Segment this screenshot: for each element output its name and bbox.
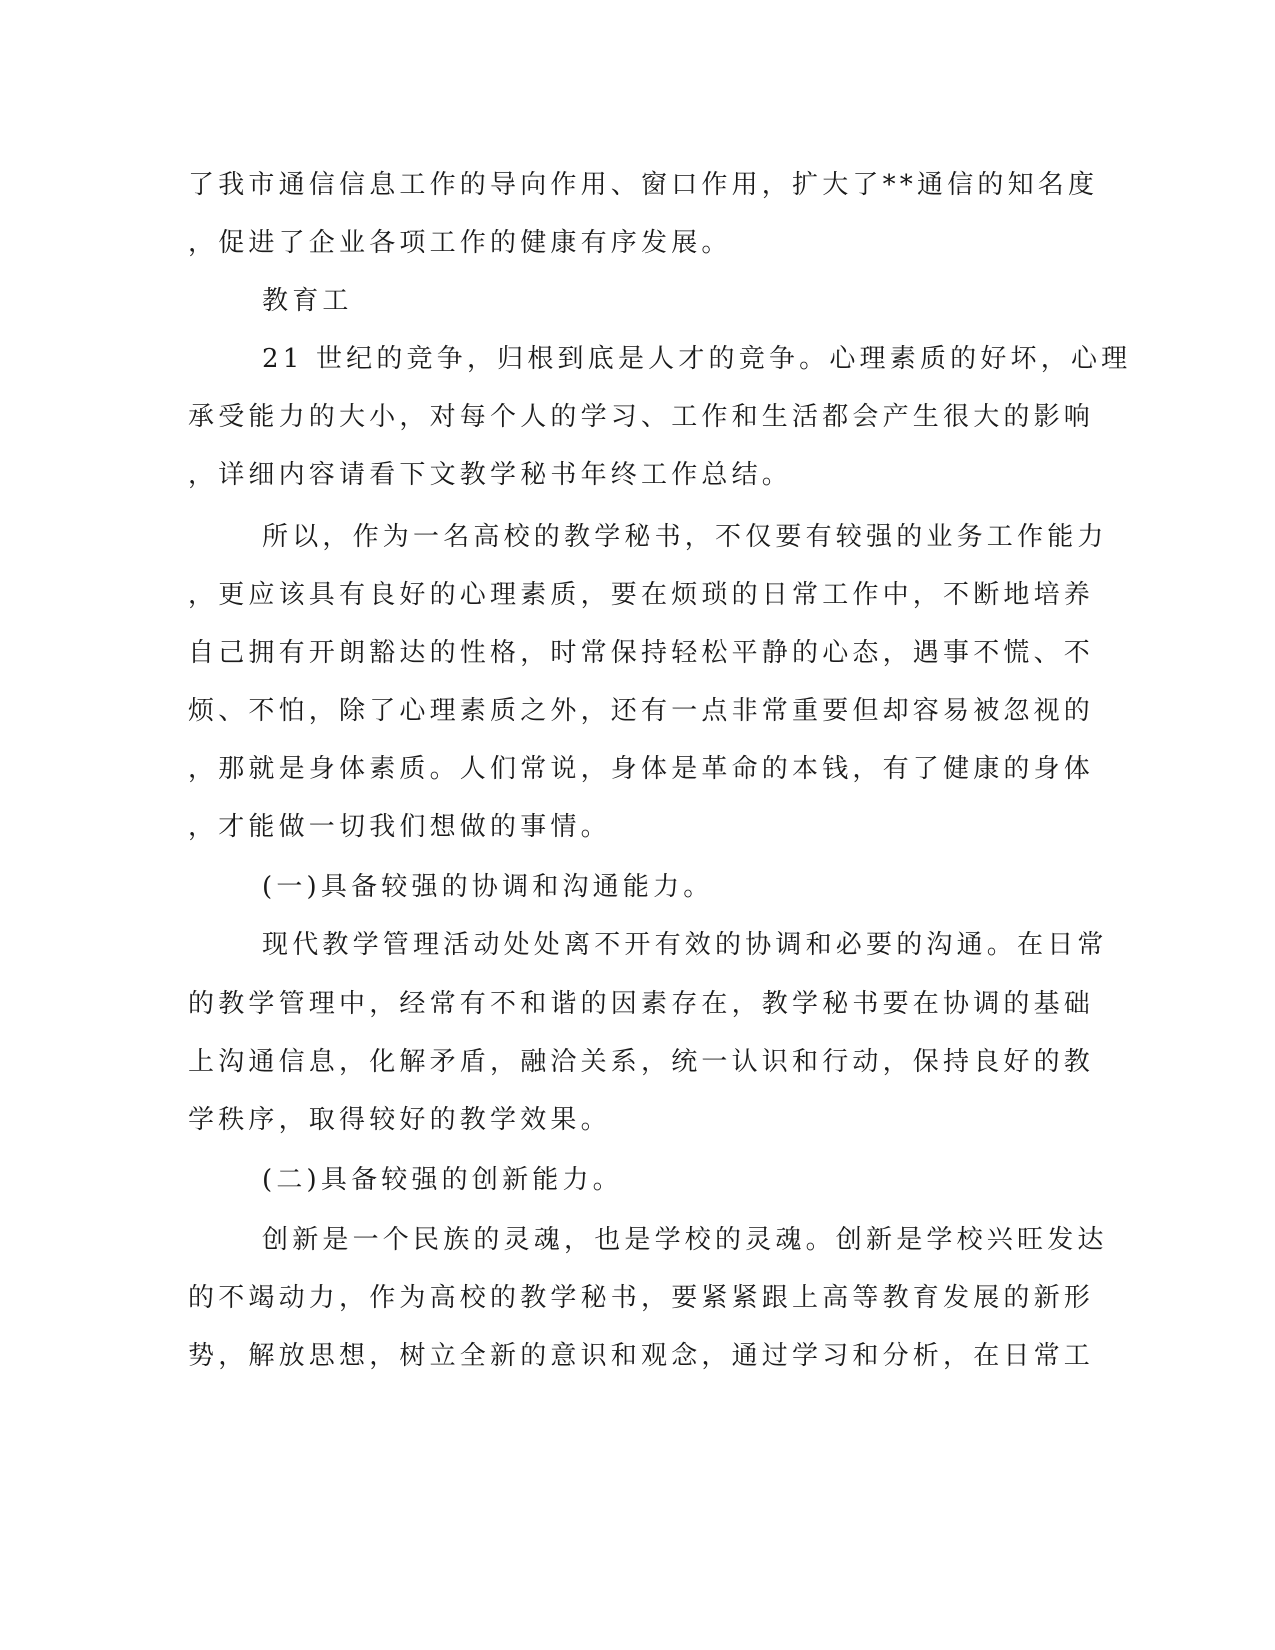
text-line: ，详细内容请看下文教学秘书年终工作总结。 [188,460,793,490]
text-line: 承受能力的大小，对每个人的学习、工作和生活都会产生很大的影响 [188,402,1095,432]
text-line: ，才能做一切我们想做的事情。 [188,812,611,842]
paragraph-start: 创新是一个民族的灵魂，也是学校的灵魂。创新是学校兴旺发达 [262,1225,1108,1255]
paragraph-start: 现代教学管理活动处处离不开有效的协调和必要的沟通。在日常 [262,930,1108,960]
paragraph-start: 所以，作为一名高校的教学秘书，不仅要有较强的业务工作能力 [262,522,1108,552]
text-line: 了我市通信信息工作的导向作用、窗口作用，扩大了**通信的知名度 [188,170,1099,200]
text-line: 学秩序，取得较好的教学效果。 [188,1105,611,1135]
text-line: ，更应该具有良好的心理素质，要在烦琐的日常工作中，不断地培养 [188,580,1095,610]
paragraph-start: 21 世纪的竞争，归根到底是人才的竞争。心理素质的好坏，心理 [262,344,1132,374]
text-line: 的不竭动力，作为高校的教学秘书，要紧紧跟上高等教育发展的新形 [188,1283,1095,1313]
subheading-two: (二)具备较强的创新能力。 [262,1165,623,1195]
subheading-one: (一)具备较强的协调和沟通能力。 [262,872,714,902]
text-line: 势，解放思想，树立全新的意识和观念，通过学习和分析，在日常工 [188,1341,1095,1371]
text-line: 的教学管理中，经常有不和谐的因素存在，教学秘书要在协调的基础 [188,989,1095,1019]
text-line: ，那就是身体素质。人们常说，身体是革命的本钱，有了健康的身体 [188,754,1095,784]
text-line: 自己拥有开朗豁达的性格，时常保持轻松平静的心态，遇事不慌、不 [188,638,1095,668]
text-line: 烦、不怕，除了心理素质之外，还有一点非常重要但却容易被忽视的 [188,696,1095,726]
text-line: 上沟通信息，化解矛盾，融洽关系，统一认识和行动，保持良好的教 [188,1047,1095,1077]
section-heading: 教育工 [262,286,353,316]
text-line: ，促进了企业各项工作的健康有序发展。 [188,228,732,258]
